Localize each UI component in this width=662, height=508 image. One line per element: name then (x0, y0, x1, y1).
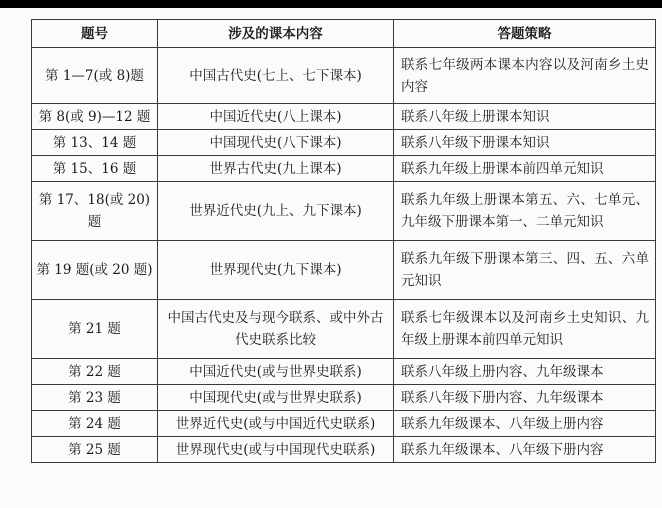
content-cell: 世界现代史(九下课本) (158, 241, 394, 300)
table-row (32, 241, 656, 300)
strategy-cell: 联系九年级下册课本第三、四、五、六单元知识 (394, 241, 656, 300)
header-question-number: 题号 (32, 20, 158, 48)
content-cell: 中国现代史(八下课本) (158, 130, 394, 156)
strategy-cell: 联系八年级上册课本知识 (394, 104, 656, 130)
header-answer-strategy: 答题策略 (394, 20, 656, 48)
question-number-cell: 第 22 题 (32, 359, 158, 385)
content-cell: 中国近代史(或与世界史联系) (158, 359, 394, 385)
strategy-cell: 联系九年级上册课本第五、六、七单元、九年级下册课本第一、二单元知识 (394, 182, 656, 241)
strategy-cell: 联系九年级课本、八年级下册内容 (394, 437, 656, 463)
question-number-cell: 第 13、14 题 (32, 130, 158, 156)
content-cell: 世界现代史(或与中国现代史联系) (158, 437, 394, 463)
question-number-cell: 第 1—7(或 8)题 (32, 48, 158, 104)
table-row (32, 130, 656, 156)
question-number-cell: 第 23 题 (32, 385, 158, 411)
question-number-cell: 第 24 题 (32, 411, 158, 437)
table-row (32, 411, 656, 437)
strategy-cell: 联系八年级下册课本知识 (394, 130, 656, 156)
table-row (32, 104, 656, 130)
table-row (32, 385, 656, 411)
strategy-cell: 联系七年级两本课本内容以及河南乡土史内容 (394, 48, 656, 104)
document-page (0, 8, 662, 508)
content-cell: 中国古代史及与现今联系、或中外古代史联系比较 (158, 300, 394, 359)
content-cell: 中国古代史(七上、七下课本) (158, 48, 394, 104)
question-number-cell: 第 17、18(或 20)题 (32, 182, 158, 241)
table-row (32, 182, 656, 241)
table-row (32, 48, 656, 104)
content-cell: 世界近代史(或与中国近代史联系) (158, 411, 394, 437)
question-number-cell: 第 19 题(或 20 题) (32, 241, 158, 300)
strategy-cell: 联系九年级课本、八年级上册内容 (394, 411, 656, 437)
table-row (32, 300, 656, 359)
question-number-cell: 第 15、16 题 (32, 156, 158, 182)
table-header-row (32, 20, 656, 48)
content-cell: 中国现代史(或与世界史联系) (158, 385, 394, 411)
content-cell: 世界古代史(九上课本) (158, 156, 394, 182)
strategy-table (31, 19, 656, 463)
question-number-cell: 第 8(或 9)—12 题 (32, 104, 158, 130)
content-cell: 世界近代史(九上、九下课本) (158, 182, 394, 241)
header-textbook-content: 涉及的课本内容 (158, 20, 394, 48)
question-number-cell: 第 25 题 (32, 437, 158, 463)
strategy-cell: 联系八年级下册内容、九年级课本 (394, 385, 656, 411)
table-row (32, 156, 656, 182)
table-row (32, 437, 656, 463)
table-row (32, 359, 656, 385)
strategy-cell: 联系八年级上册内容、九年级课本 (394, 359, 656, 385)
content-cell: 中国近代史(八上课本) (158, 104, 394, 130)
strategy-cell: 联系七年级课本以及河南乡土史知识、九年级上册课本前四单元知识 (394, 300, 656, 359)
strategy-cell: 联系九年级上册课本前四单元知识 (394, 156, 656, 182)
question-number-cell: 第 21 题 (32, 300, 158, 359)
